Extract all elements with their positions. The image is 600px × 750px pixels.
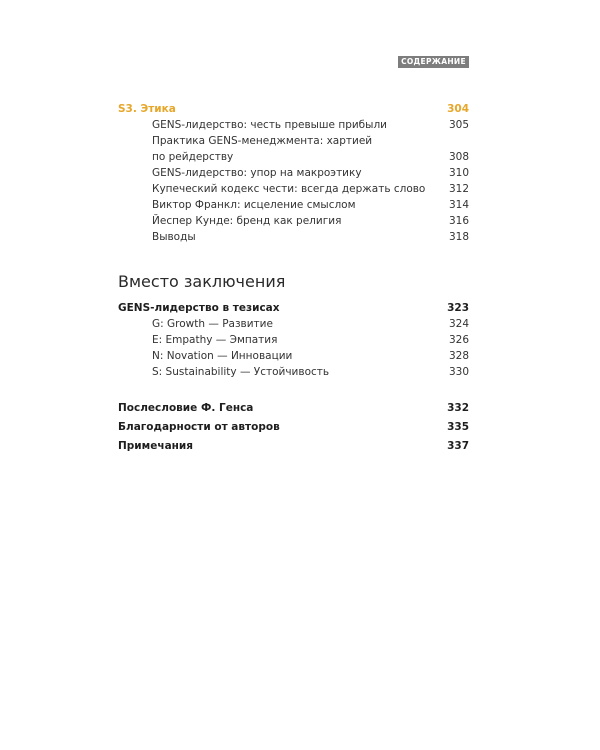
toc-entry-page: 324 [448,318,469,330]
toc-entry-page: 328 [448,350,469,362]
section-heading-conclusion: Вместо заключения [118,272,286,291]
toc-entry[interactable] [118,133,469,149]
toc-back-matter [118,399,469,456]
toc-entry-title: G: Growth — Развитие [152,318,273,330]
toc-entry-title: Купеческий кодекс чести: всегда держать слово [152,183,426,195]
toc-chapter-notes[interactable] [118,437,469,456]
toc-entry-page: 323 [447,302,469,314]
toc-entry-page: 332 [447,402,469,414]
toc-entry-title: GENS-лидерство: честь превыше прибыли [152,119,387,131]
toc-chapter-acknowledgements[interactable] [118,418,469,437]
toc-entry-title: E: Empathy — Эмпатия [152,334,278,346]
toc-entry[interactable] [118,213,469,229]
toc-entry[interactable] [118,117,469,133]
toc-entry-title: Практика GENS-менеджмента: хартией [152,135,373,147]
toc-entry[interactable] [118,364,469,380]
toc-ethics-section [118,101,469,245]
toc-entry-page: 318 [448,231,469,243]
toc-entry-title: Примечания [118,440,194,452]
section-header-tag: СОДЕРЖАНИЕ [398,56,469,68]
toc-entry-title: Благодарности от авторов [118,421,280,433]
toc-entry-page: 305 [448,119,469,131]
toc-conclusion-section [118,300,469,380]
toc-entry-title: Йеспер Кунде: бренд как религия [152,215,342,227]
toc-entry-page: 326 [448,334,469,346]
toc-entry-title: S: Sustainability — Устойчивость [152,366,330,378]
toc-entry-page: 316 [448,215,469,227]
toc-entry-page: 335 [447,421,469,433]
toc-entry[interactable] [118,316,469,332]
toc-entry-page: 330 [448,366,469,378]
toc-entry[interactable] [118,332,469,348]
toc-entry-page: 310 [448,167,469,179]
toc-entry-title: GENS-лидерство в тезисах [118,302,280,314]
toc-entry-page: 308 [448,151,469,163]
toc-entry[interactable] [118,348,469,364]
toc-entry[interactable] [118,165,469,181]
toc-entry-page: 337 [447,440,469,452]
toc-entry[interactable] [118,229,469,245]
toc-entry-title: N: Novation — Инновации [152,350,293,362]
toc-entry[interactable] [118,149,469,165]
toc-chapter-afterword[interactable] [118,399,469,418]
toc-entry-title: Выводы [152,231,196,243]
toc-entry[interactable] [118,181,469,197]
toc-entry-title: Виктор Франкл: исцеление смыслом [152,199,356,211]
toc-entry-page: 304 [447,103,469,115]
toc-chapter-gens-theses[interactable] [118,300,469,316]
toc-entry-title: Послесловие Ф. Генса [118,402,254,414]
toc-entry-page: 314 [448,199,469,211]
toc-entry-title: по рейдерству [152,151,234,163]
toc-entry-title: GENS-лидерство: упор на макроэтику [152,167,362,179]
toc-entry[interactable] [118,197,469,213]
toc-chapter-ethics[interactable] [118,101,469,117]
toc-entry-title: S3. Этика [118,103,176,115]
toc-entry-page: 312 [448,183,469,195]
